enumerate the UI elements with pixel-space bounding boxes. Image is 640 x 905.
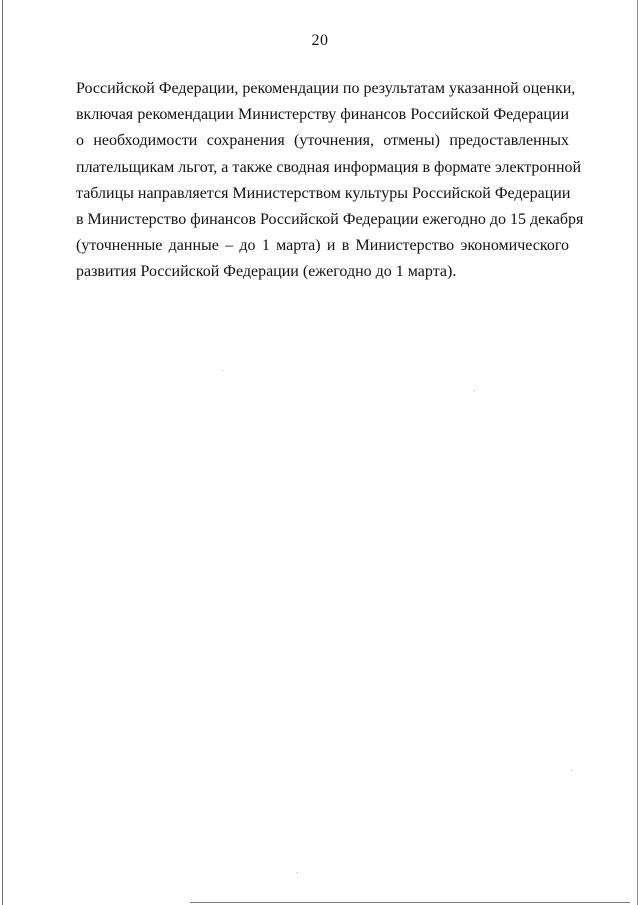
- scan-edge-left: [2, 0, 3, 905]
- scan-speck: [474, 390, 475, 391]
- paragraph-line: Российской Федерации, рекомендации по результатам указанной оценки,: [76, 80, 576, 97]
- page-number: 20: [311, 32, 329, 49]
- paragraph-line: о необходимости сохранения (уточнения, отмены) предоставленных: [76, 132, 569, 150]
- scan-edge-bottom: [190, 902, 630, 903]
- scan-speck: [297, 872, 298, 873]
- paragraph-line: таблицы направляется Министерством культуры Российской Федерации: [76, 184, 571, 202]
- scan-speck: [571, 770, 572, 771]
- paragraph-line: (уточненные данные – до 1 марта) и в Министерство экономического: [76, 237, 569, 255]
- body-paragraph: [76, 76, 584, 286]
- paragraph-line: плательщикам льгот, а также сводная информация в формате электронной: [76, 158, 582, 176]
- scan-speck: [222, 370, 223, 371]
- paragraph-line: в Министерство финансов Российской Федерации ежегодно до 15 декабря: [76, 210, 584, 228]
- paragraph-line: развития Российской Федерации (ежегодно до 1 марта).: [76, 263, 457, 281]
- scan-edge-right: [637, 0, 638, 905]
- paragraph-line: включая рекомендации Министерству финансов Российской Федерации: [76, 106, 569, 124]
